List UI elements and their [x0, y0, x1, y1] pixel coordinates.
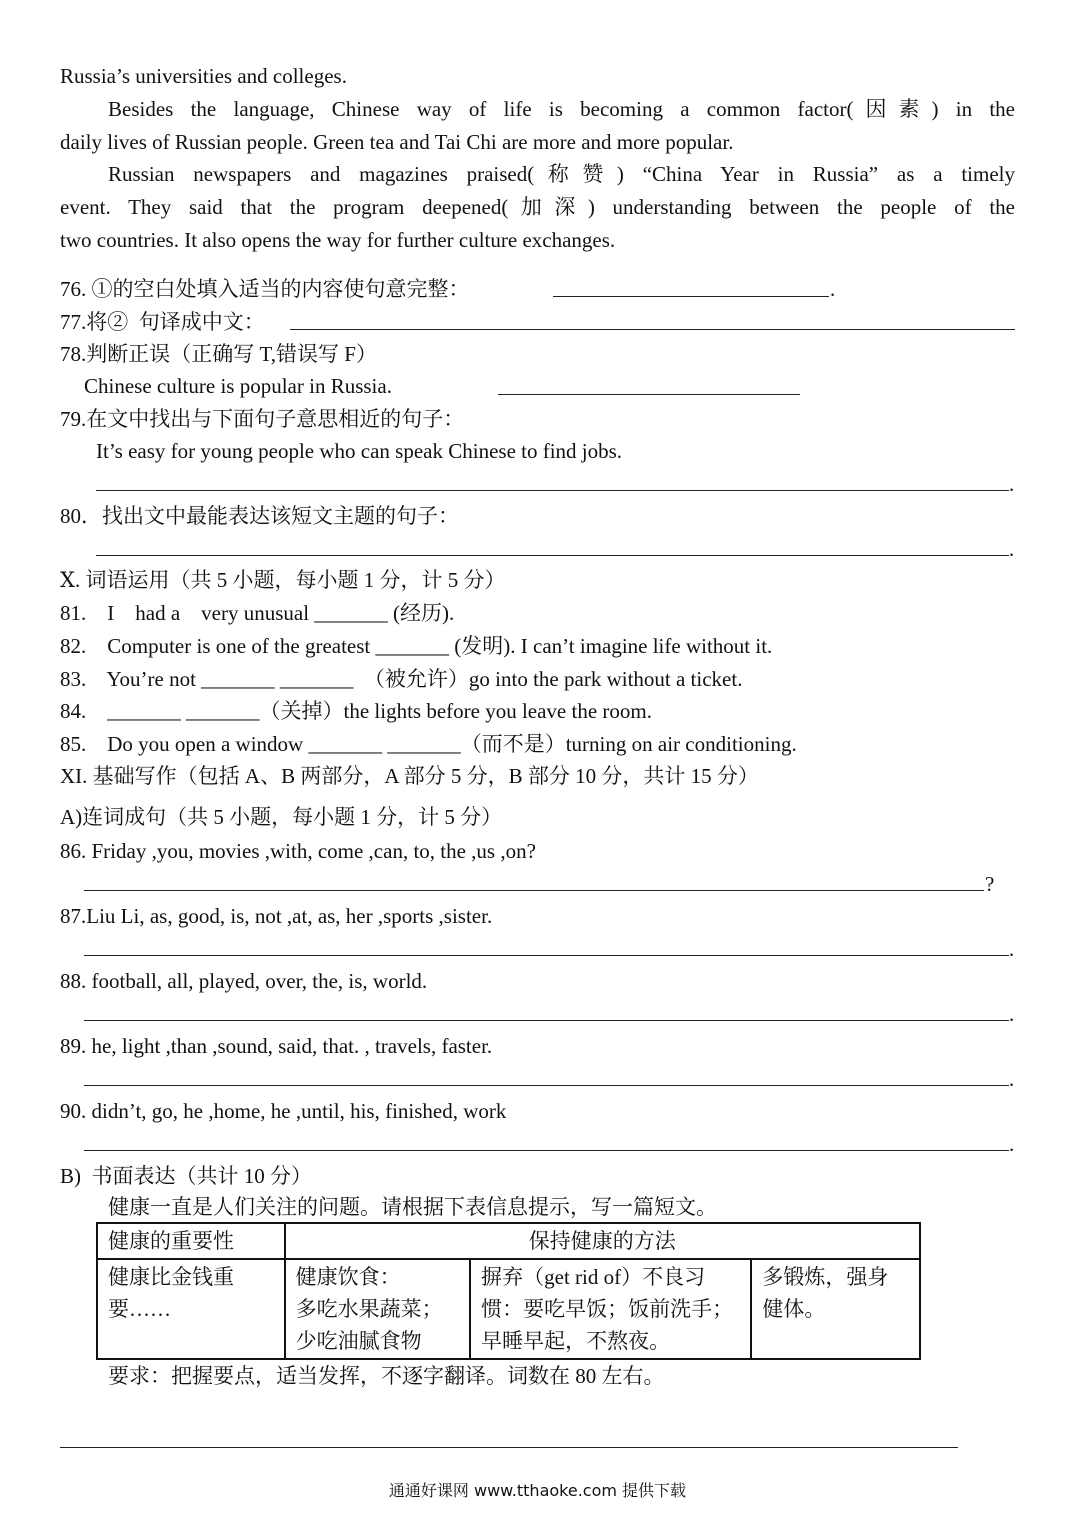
answer-end-88: .: [1009, 1002, 1015, 1026]
statement-78: Chinese culture is popular in Russia.: [84, 374, 392, 398]
answer-end-79: .: [1009, 472, 1015, 496]
answer-line-78[interactable]: [498, 394, 800, 395]
question-80: 80．找出文中最能表达该短文主题的句子：: [60, 504, 459, 528]
diet-line: 少吃油腻食物: [295, 1329, 422, 1353]
answer-line-87[interactable]: [84, 955, 1009, 956]
question-81: 81. I had a very unusual _______ (经历).: [60, 601, 455, 625]
table-cell-habits: 摒弃（get rid of）不良习惯：要吃早饭；饭前洗手；早睡早起，不熬夜。: [470, 1259, 751, 1359]
question-86: 86. Friday ,you, movies ,with, come ,can, to, the ,us ,on?: [60, 839, 536, 863]
question-78: 78.判断正误（正确写 T,错误写 F）: [60, 342, 377, 366]
table-header-importance: 健康的重要性: [97, 1223, 285, 1259]
answer-end-80: .: [1009, 537, 1015, 561]
section-10-title: Ⅹ. 词语运用（共 5 小题，每小题 1 分，计 5 分）: [60, 568, 506, 592]
table-cell-diet: [285, 1259, 471, 1359]
question-85: 85. Do you open a window _______ _______（而不是）turning on air conditioning.: [60, 732, 797, 756]
answer-end-87: .: [1009, 937, 1015, 961]
answer-line-79[interactable]: [96, 490, 1009, 491]
diet-line: 健康饮食：: [295, 1265, 401, 1289]
part-b-title: B) 书面表达（共计 10 分）: [60, 1164, 312, 1188]
passage-line: two countries. It also opens the way for further culture exchanges.: [60, 228, 616, 252]
answer-end-76: .: [830, 277, 836, 301]
part-a-title: A)连词成句（共 5 小题，每小题 1 分，计 5 分）: [60, 805, 503, 829]
question-82: 82. Computer is one of the greatest _______ (发明). I can’t imagine life without it.: [60, 634, 773, 658]
question-89: 89. he, light ,than ,sound, said, that. , travels, faster.: [60, 1034, 493, 1058]
diet-line: 多吃水果蔬菜；: [295, 1297, 443, 1321]
question-83: 83. You’re not _______ _______ （被允许）go into the park without a ticket.: [60, 667, 743, 691]
answer-line-80[interactable]: [96, 555, 1009, 556]
passage-line: Besides the language, Chinese way of life is becoming a common factor(因素) in the: [108, 97, 1015, 121]
question-88: 88. football, all, played, over, the, is, world.: [60, 969, 428, 993]
answer-end-89: .: [1009, 1067, 1015, 1091]
answer-end-90: .: [1009, 1132, 1015, 1156]
section-11-title: XI. 基础写作（包括 A、B 两部分，A 部分 5 分，B 部分 10 分，共计 15 分）: [60, 764, 759, 788]
question-76: 76. ①的空白处填入适当的内容使句意完整：: [60, 277, 470, 301]
sentence-79: It’s easy for young people who can speak Chinese to find jobs.: [96, 439, 623, 463]
table-cell-exercise: 多锻炼，强身健体。: [751, 1259, 920, 1359]
question-84: 84. _______ _______（关掉）the lights before you leave the room.: [60, 699, 652, 723]
table-header-methods: 保持健康的方法: [285, 1223, 920, 1259]
table-cell-importance: 健康比金钱重要……: [97, 1259, 285, 1359]
page-footer: 通通好课网 www.tthaoke.com 提供下载: [388, 1481, 687, 1500]
answer-line-88[interactable]: [84, 1020, 1009, 1021]
question-87: 87.Liu Li, as, good, is, not ,at, as, her ,sports ,sister.: [60, 904, 493, 928]
question-90: 90. didn’t, go, he ,home, he ,until, his, finished, work: [60, 1099, 507, 1123]
answer-line-76[interactable]: [553, 296, 829, 297]
passage-line: Russian newspapers and magazines praised(称赞) “China Year in Russia” as a timely: [108, 162, 1015, 186]
answer-line-77[interactable]: [290, 329, 1015, 330]
question-77: 77.将② 句译成中文：: [60, 310, 265, 334]
question-79: 79.在文中找出与下面句子意思相近的句子：: [60, 407, 465, 431]
answer-line-90[interactable]: [84, 1150, 1009, 1151]
passage-line: event. They said that the program deepened(加深) understanding between the people of the: [60, 195, 1015, 219]
part-b-prompt: 健康一直是人们关注的问题。请根据下表信息提示，写一篇短文。: [108, 1195, 717, 1219]
health-table: [96, 1222, 921, 1360]
requirement-text: 要求：把握要点，适当发挥，不逐字翻译。词数在 80 左右。: [108, 1364, 665, 1388]
answer-end-86: ?: [985, 872, 995, 896]
passage-line: Russia’s universities and colleges.: [60, 64, 347, 88]
answer-line-86[interactable]: [84, 890, 984, 891]
writing-line[interactable]: [60, 1447, 958, 1448]
passage-line: daily lives of Russian people. Green tea and Tai Chi are more and more popular.: [60, 130, 734, 154]
answer-line-89[interactable]: [84, 1085, 1009, 1086]
